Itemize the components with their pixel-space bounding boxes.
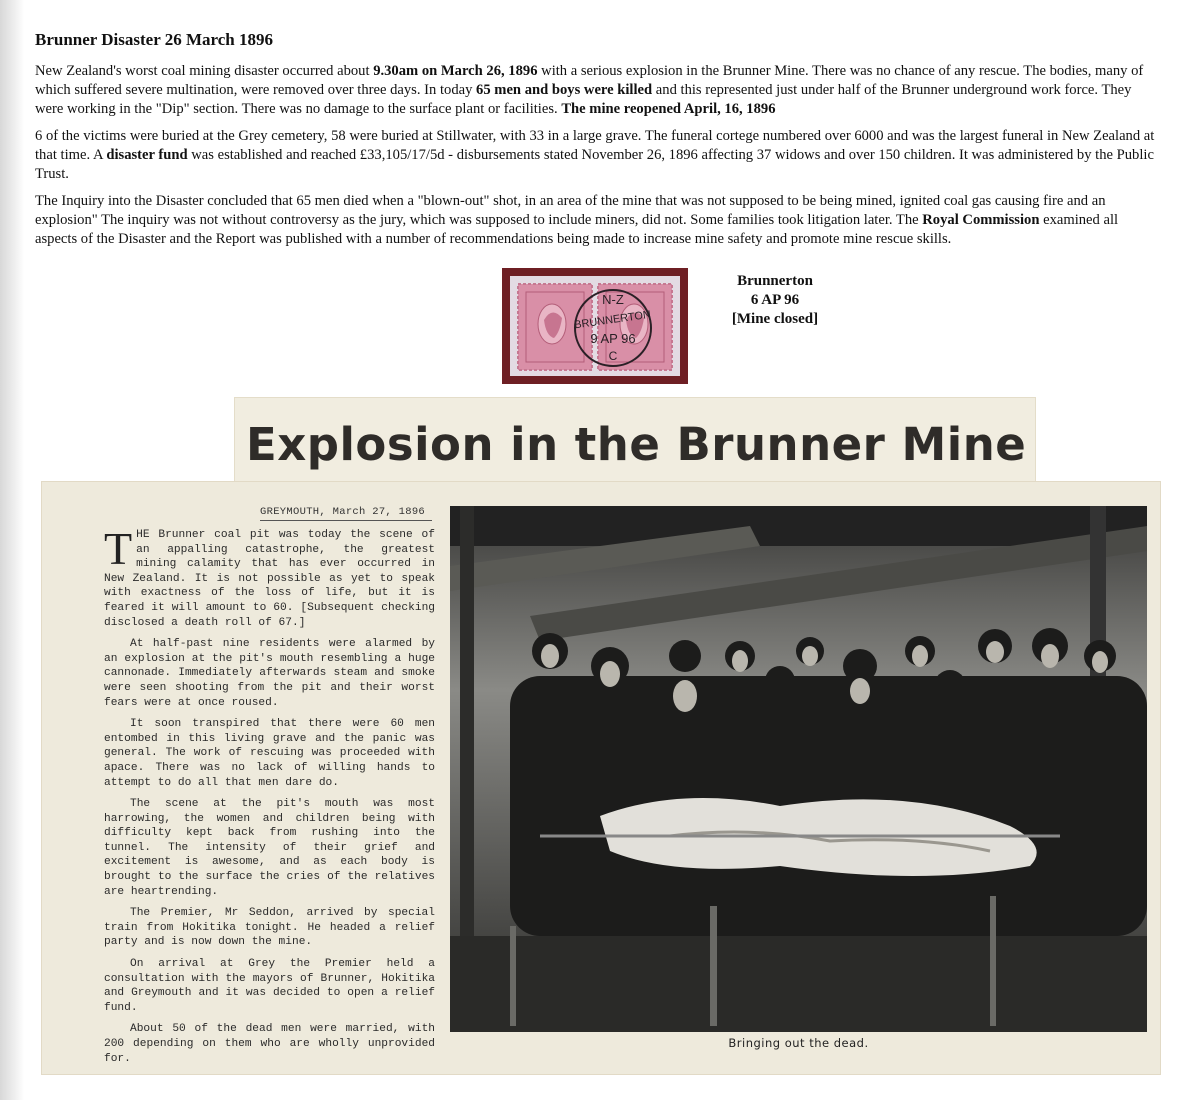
intro-paragraph-2 [35, 127, 1155, 184]
clipping-article [104, 523, 435, 1073]
clipping-headline: Explosion in the Brunner Mine [246, 418, 1027, 471]
photo-bringing-out-the-dead [450, 506, 1147, 1032]
postmark-code: C [608, 349, 618, 363]
bold-run: The mine reopened April, 16, 1896 [561, 101, 776, 117]
article-paragraph [104, 523, 435, 630]
intro-paragraph-3 [35, 192, 1155, 249]
text-run: New Zealand's worst coal mining disaster occurred about [35, 63, 374, 79]
postmark-top: N-Z [602, 292, 624, 307]
bold-run: 65 men and boys were killed [476, 82, 653, 98]
bold-run: disaster fund [106, 147, 188, 163]
article-paragraph: The Premier, Mr Seddon, arrived by special train from Hokitika tonight. He headed a relief party and is now down the mine. [104, 907, 435, 949]
article-paragraph: About 50 of the dead men were married, with 200 depending on them who are wholly unprovided for. [104, 1023, 435, 1065]
stamp-note-line-1: Brunnerton [737, 273, 813, 289]
clipping-dateline: GREYMOUTH, March 27, 1896 [260, 506, 426, 518]
article-paragraph: It soon transpired that there were 60 men entombed in this living grave and the panic was general. The work of rescuing was proceeded with apace. There was no lack of willing hands to attempt to do all that men dare do. [104, 718, 435, 789]
page-title: Brunner Disaster 26 March 1896 [35, 30, 273, 49]
dateline-rule [260, 520, 432, 521]
postmark-date: 9 AP 96 [590, 331, 636, 346]
photo-caption: Bringing out the dead. [728, 1036, 869, 1050]
text-run: The Inquiry into the Disaster concluded that 65 men died when a "blown-out" shot, in an area of the mine that was not supposed to be being mined, ignited coal gas causing fire and an explosion" The inquiry was not without controversy as the jury, which was supposed to include miners, did not. Some families took litigation later. The [35, 193, 1106, 228]
postmark-town: BRUNNERTON [573, 308, 652, 332]
paragraph-text: HE Brunner coal pit was today the scene of an appalling catastrophe, the greatest mining calamity that has ever occurred in New Zealand. It is not possible as yet to speak with exactness of the loss of life, but it is feared it will amount to 60. [Subsequent checking disclosed a death roll of 67.] [104, 529, 435, 629]
text-run: 6 of the victims were buried at the Grey cemetery, 58 were buried at Stillwater, with 33 in a large grave. The funeral cortege numbered over 6000 and was the largest funeral in New Zealand at that time. A [35, 128, 1155, 163]
stamp-note-line-2: 6 AP 96 [750, 292, 800, 308]
stamp-pair-image [510, 276, 680, 376]
stamp-note [720, 272, 830, 329]
article-paragraph: At half-past nine residents were alarmed by an explosion at the pit's mouth resembling a huge cannonade. Immediately afterwards steam and smoke were seen shooting from the pit and their worst fears were at once roused. [104, 638, 435, 709]
text-run: and this represented just under half of the Brunner underground work force. They were working in the "Dip" section. There was no damage to the surface plant or facilities. [35, 82, 1132, 117]
intro-paragraph-1 [35, 62, 1155, 119]
text-run: was established and reached £33,105/17/5d - disbursements stated November 26, 1896 affecting 37 widows and over 150 children. It was administered by the Public Trust. [35, 147, 1154, 182]
bold-run: 9.30am on March 26, 1896 [373, 63, 538, 79]
text-run: with a serious explosion in the Brunner Mine. There was no chance of any rescue. The bodies, many of which suffered severe multination, were removed over three days. In today [35, 63, 1144, 98]
stamp-note-line-3: [Mine closed] [731, 311, 819, 327]
intro-text [35, 62, 1155, 257]
stamp-backing [510, 276, 680, 376]
drop-cap: T [104, 523, 133, 574]
stamp-cover [502, 268, 688, 384]
bold-run: Royal Commission [922, 212, 1040, 228]
text-run: examined all aspects of the Disaster and the Report was published with a number of recommendations being made to increase mine safety and promote mine rescue skills. [35, 212, 1119, 247]
article-paragraph: The scene at the pit's mouth was most harrowing, the women and children being with difficulty kept back from rushing into the tunnel. The intensity of their grief and excitement is awesome, and as each body is brought to the surface the cries of the relatives are heartrending. [104, 798, 435, 898]
article-paragraph: On arrival at Grey the Premier held a consultation with the mayors of Brunner, Hokitika and Greymouth and it was decided to open a relief fund. [104, 958, 435, 1014]
binder-edge [0, 0, 24, 1100]
